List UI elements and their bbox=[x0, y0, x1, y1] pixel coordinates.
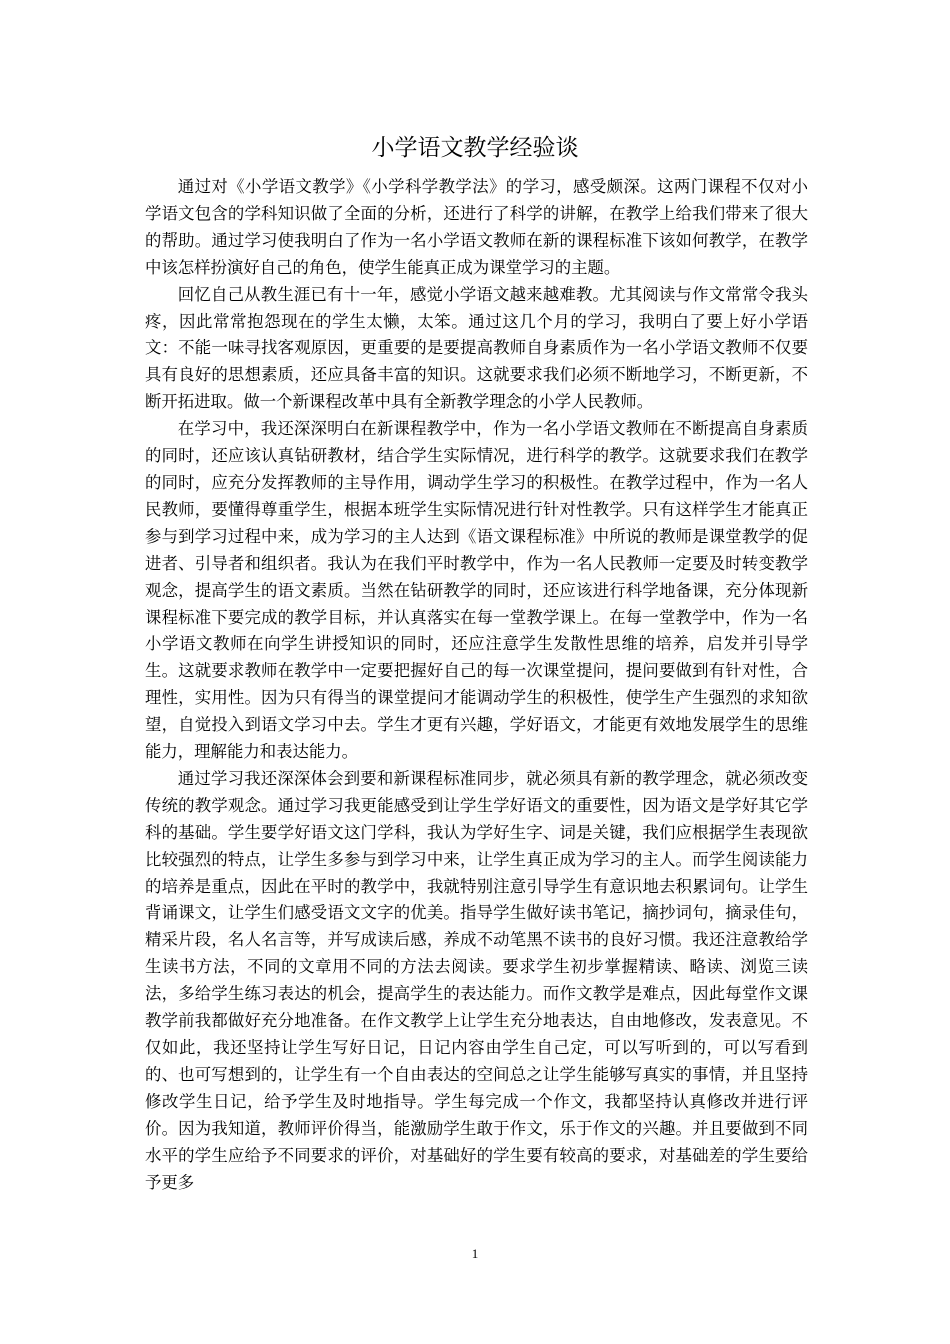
page-number: 1 bbox=[471, 1246, 479, 1261]
paragraph-3: 在学习中，我还深深明白在新课程教学中，作为一名小学语文教师在不断提高自身素质的同时，还应该认真钻研教材，结合学生实际情况，进行科学的教学。这就要求我们在教学的同时，应充分发挥教师的主导作用，调动学生学习的积极性。在教学过程中，作为一名人民教师，要懂得尊重学生，根据本班学生实际情况进行针对性教学。只有这样学生才能真正参与到学习过程中来，成为学习的主人达到《语文课程标准》中所说的教师是课堂教学的促进者、引导者和组织者。我认为在我们平时教学中，作为一名人民教师一定要及时转变教学观念，提高学生的语文素质。当然在钻研教学的同时，还应该进行科学地备课，充分体现新课程标准下要完成的教学目标，并认真落实在每一堂教学课上。在每一堂教学中，作为一名小学语文教师在向学生讲授知识的同时，还应注意学生发散性思维的培养，启发并引导学生。这就要求教师在教学中一定要把握好自己的每一次课堂提问，提问要做到有针对性，合理性，实用性。因为只有得当的课堂提问才能调动学生的积极性，使学生产生强烈的求知欲望，自觉投入到语文学习中去。学生才更有兴趣，学好语文，才能更有效地发展学生的思维能力，理解能力和表达能力。 bbox=[145, 419, 808, 762]
paragraph-2: 回忆自己从教生涯已有十一年，感觉小学语文越来越难教。尤其阅读与作文常常令我头疼，因此常常抱怨现在的学生太懒，太笨。通过这几个月的学习，我明白了要上好小学语文：不能一味寻找客观原因，更重要的是要提高教师自身素质作为一名小学语文教师不仅要具有良好的思想素质，还应具备丰富的知识。这就要求我们必须不断地学习，不断更新，不断开拓进取。做一个新课程改革中具有全新教学理念的小学人民教师。 bbox=[145, 284, 808, 412]
document-body bbox=[145, 174, 808, 1196]
paragraph-1: 通过对《小学语文教学》《小学科学教学法》的学习，感受颇深。这两门课程不仅对小学语文包含的学科知识做了全面的分析，还进行了科学的讲解，在教学上给我们带来了很大的帮助。通过学习使我明白了作为一名小学语文教师在新的课程标准下该如何教学，在教学中该怎样扮演好自己的角色，使学生能真正成为课堂学习的主题。 bbox=[145, 177, 808, 277]
document-title: 小学语文教学经验谈 bbox=[371, 135, 579, 161]
paragraph-4: 通过学习我还深深体会到要和新课程标准同步，就必须具有新的教学理念，就必须改变传统的教学观念。通过学习我更能感受到让学生学好语文的重要性，因为语文是学好其它学科的基础。学生要学好语文这门学科，我认为学好生字、词是关键，我们应根据学生表现欲比较强烈的特点，让学生多参与到学习中来，让学生真正成为学习的主人。而学生阅读能力的培养是重点，因此在平时的教学中，我就特别注意引导学生有意识地去积累词句。让学生背诵课文，让学生们感受语文文字的优美。指导学生做好读书笔记，摘抄词句，摘录佳句，精采片段，名人名言等，并写成读后感，养成不动笔黑不读书的良好习惯。我还注意教给学生读书方法，不同的文章用不同的方法去阅读。要求学生初步掌握精读、略读、浏览三读法，多给学生练习表达的机会，提高学生的表达能力。而作文教学是难点，因此每堂作文课教学前我都做好充分地准备。在作文教学上让学生充分地表达，自由地修改，发表意见。不仅如此，我还坚持让学生写好日记，日记内容由学生自己定，可以写听到的，可以写看到的、也可写想到的，让学生有一个自由表达的空间总之让学生能够写真实的事情，并且坚持修改学生日记，给予学生及时地指导。学生每完成一个作文，我都坚持认真修改并进行评价。因为我知道，教师评价得当，能激励学生敢于作文，乐于作文的兴趣。并且要做到不同水平的学生应给予不同要求的评价，对基础好的学生要有较高的要求，对基础差的学生要给予更多 bbox=[145, 768, 808, 1192]
